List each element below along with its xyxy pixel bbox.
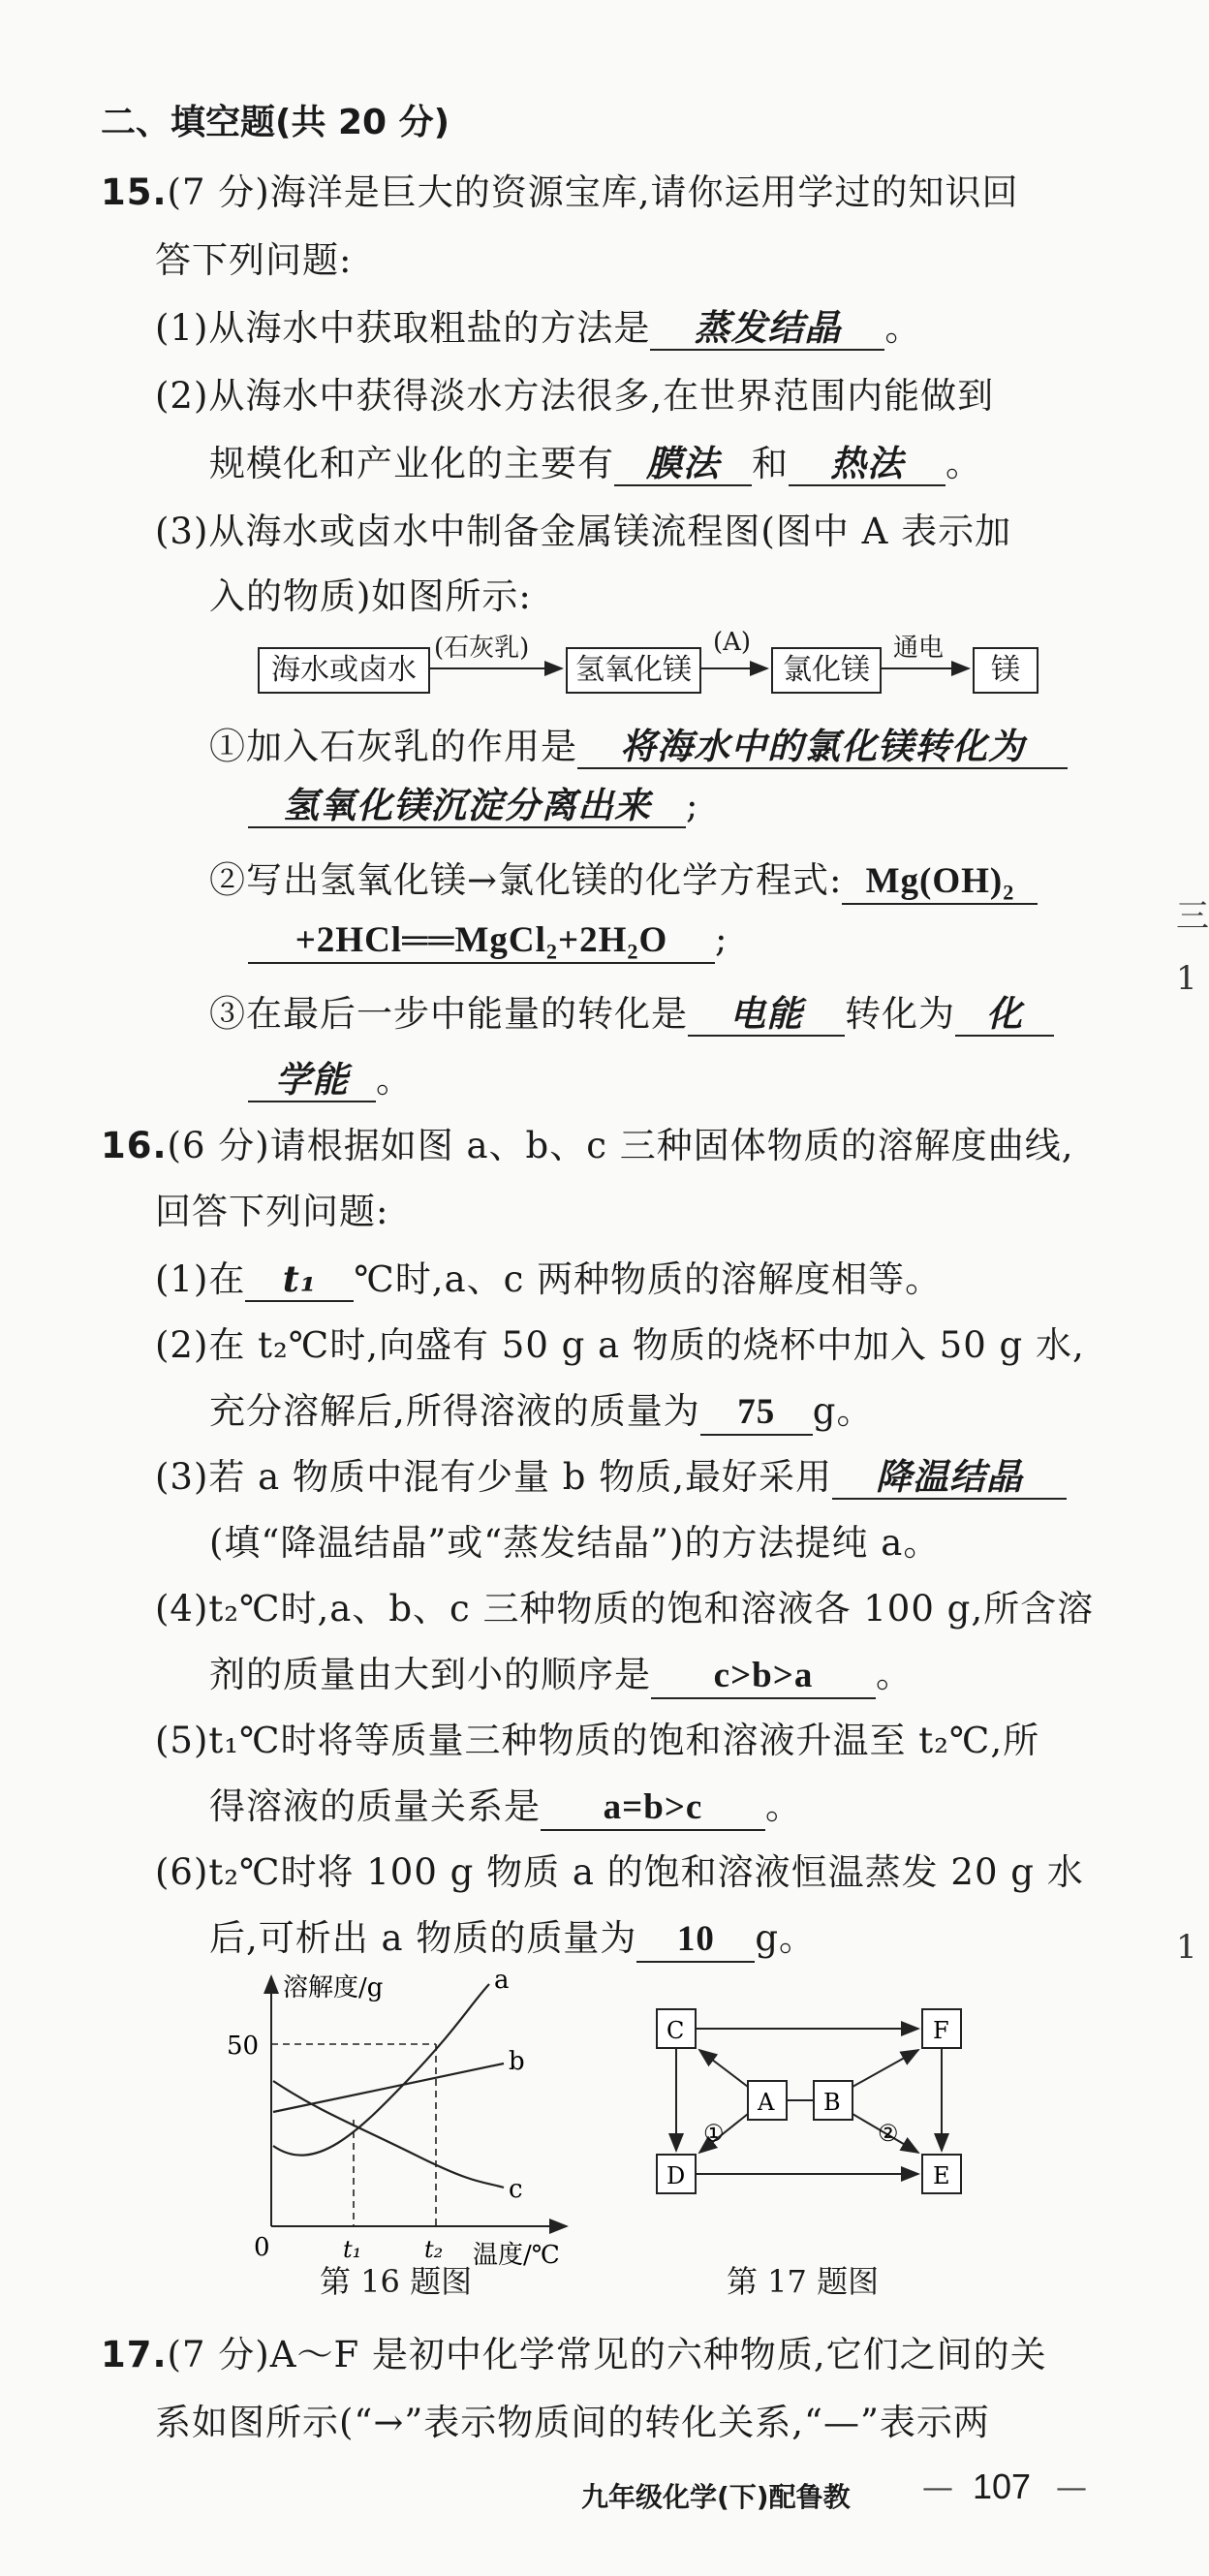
q17-intro-a: (7 分)A～F 是初中化学常见的六种物质,它们之间的关 [167, 2334, 1047, 2375]
q16-intro-b: 回答下列问题: [155, 1191, 389, 1232]
q15-number: 15. [101, 171, 168, 213]
q16-p4-text: 剂的质量由大到小的顺序是 [209, 1654, 651, 1695]
q15-p2-mid: 和 [752, 443, 789, 484]
q16-p3-answer: 降温结晶 [832, 1456, 1067, 1500]
fig17-label-c: C [666, 2017, 685, 2044]
q16-p1-post: ℃时,a、c 两种物质的溶解度相等。 [354, 1258, 943, 1300]
fig17-caption: 第 17 题图 [727, 2263, 880, 2300]
q15-s1-text: ①加入石灰乳的作用是 [209, 726, 577, 767]
fig16-label-b: b [509, 2047, 525, 2076]
fig17-marker-1: ① [703, 2120, 725, 2147]
q15-s3-answer2a: 化 [955, 993, 1054, 1037]
fig17-relation-diagram [639, 1986, 1008, 2257]
q17-intro-b: 系如图所示(“→”表示物质间的转化关系,“—”表示两 [155, 2402, 990, 2443]
section-heading: 二、填空题(共 20 分) [101, 103, 450, 142]
q15-sub3-line1 [209, 984, 1054, 1037]
fig17-label-a: A [758, 2089, 775, 2116]
flow-box-mgcl2: 氯化镁 [771, 647, 882, 694]
fig17-label-f: F [933, 2017, 949, 2044]
q16-part5-line2 [209, 1777, 802, 1831]
q16-p6-text: 后,可析出 a 物质的质量为 [209, 1917, 637, 1959]
q16-p3-text: (3)若 a 物质中混有少量 b 物质,最好采用 [155, 1456, 832, 1498]
q16-p2-answer: 75 [700, 1392, 813, 1436]
q15-sub1-line2 [248, 785, 698, 828]
q16-p6-post: g。 [755, 1917, 817, 1959]
q15-sub3-line2 [248, 1050, 413, 1102]
q16-part6-line1: (6)t₂℃时将 100 g 物质 a 的饱和溶液恒温蒸发 20 g 水 [155, 1851, 1084, 1893]
fig17-label-d: D [666, 2162, 686, 2189]
fig16-curve-b [273, 2064, 504, 2112]
fig16-t1: t₁ [343, 2236, 362, 2263]
q15-s2-answer-b: +2HCl══MgCl₂+2H₂O [248, 920, 715, 964]
q16-part4-line2 [209, 1645, 913, 1699]
q15-p2-answer1: 膜法 [614, 443, 752, 486]
q15-intro-b: 答下列问题: [155, 239, 353, 281]
flow-label-a: (A) [713, 628, 752, 657]
fig16-caption: 第 16 题图 [320, 2263, 473, 2300]
fig17-label-b: B [823, 2089, 841, 2116]
q15-s2-post: ; [715, 918, 728, 960]
q16-p4-post: 。 [876, 1654, 913, 1695]
footer-book-title: 九年级化学(下)配鲁教 [581, 2481, 851, 2513]
q15-p2-text: 规模化和产业化的主要有 [209, 443, 614, 484]
q15-sub1-line1 [209, 717, 1068, 769]
q16-p5-post: 。 [765, 1785, 802, 1827]
q16-part4-line1: (4)t₂℃时,a、b、c 三种物质的饱和溶液各 100 g,所含溶 [155, 1588, 1095, 1629]
q16-p5-answer: a=b>c [541, 1787, 765, 1831]
flow-box-mgoh2: 氢氧化镁 [566, 647, 701, 694]
q15-p1-answer: 蒸发结晶 [650, 307, 884, 351]
side-fragment-3: 1 [1176, 1928, 1197, 1967]
q16-p1-text: (1)在 [155, 1258, 246, 1300]
fig16-solubility-chart [213, 1967, 601, 2286]
flow-box-seawater: 海水或卤水 [258, 647, 430, 694]
q15-s2-text: ②写出氢氧化镁→氯化镁的化学方程式: [209, 859, 843, 901]
flow-label-limewater: (石灰乳) [434, 634, 530, 663]
q16-p2-text: 充分溶解后,所得溶液的质量为 [209, 1390, 700, 1432]
q16-part3-line1 [155, 1447, 1067, 1500]
q16-part6-line2 [209, 1909, 816, 1963]
flow-box-mg: 镁 [973, 647, 1038, 694]
q16-part1 [155, 1250, 942, 1302]
fig16-curve-c [273, 2081, 504, 2188]
q16-part2-line2 [209, 1381, 873, 1436]
q15-p1-text: (1)从海水中获取粗盐的方法是 [155, 307, 651, 349]
q15-s3-post: 。 [376, 1059, 413, 1101]
flow-label-electrolysis: 通电 [893, 634, 945, 663]
q16-p6-answer: 10 [636, 1919, 755, 1963]
q16-number: 16. [101, 1125, 168, 1166]
fig16-curve-a [273, 1984, 489, 2156]
q15-s3-answer2b: 学能 [248, 1059, 376, 1102]
q15-part3-line1: (3)从海水或卤水中制备金属镁流程图(图中 A 表示加 [155, 511, 1012, 552]
footer-dash-left: — [922, 2468, 953, 2505]
q15-s3-answer1: 电能 [688, 993, 845, 1037]
q15-p2-answer2: 热法 [789, 443, 946, 486]
q15-part2-line1: (2)从海水中获得淡水方法很多,在世界范围内能做到 [155, 375, 995, 417]
q17-intro-line1 [101, 2325, 1047, 2377]
q15-s1-answer-b: 氢氧化镁沉淀分离出来 [248, 785, 686, 828]
q17-number: 17. [101, 2334, 168, 2375]
side-fragment-1: 三 [1176, 897, 1209, 936]
fig17-arrow-bf [852, 2050, 918, 2087]
q15-sub2-line2 [248, 918, 728, 964]
q16-p4-answer: c>b>a [651, 1656, 876, 1699]
q16-intro-a: (6 分)请根据如图 a、b、c 三种固体物质的溶解度曲线, [167, 1125, 1074, 1166]
fig16-xlabel: 温度/℃ [473, 2241, 560, 2270]
fig16-ylabel: 溶解度/g [283, 1973, 384, 2002]
fig16-label-a: a [494, 1966, 510, 1995]
q15-p2-post: 。 [946, 443, 982, 484]
q15-s1-post: ; [686, 785, 699, 826]
q15-s2-answer-a: Mg(OH)₂ [842, 861, 1038, 905]
footer-dash-right: — [1056, 2468, 1087, 2505]
q16-part2-line1: (2)在 t₂℃时,向盛有 50 g a 物质的烧杯中加入 50 g 水, [155, 1324, 1085, 1366]
q15-s3-text: ③在最后一步中能量的转化是 [209, 993, 688, 1035]
q16-p2-post: g。 [812, 1390, 874, 1432]
fig17-label-e: E [933, 2162, 950, 2189]
fig17-marker-2: ② [878, 2120, 899, 2147]
q15-part3-line2: 入的物质)如图所示: [209, 575, 532, 617]
q16-part3-line2: (填“降温结晶”或“蒸发结晶”)的方法提纯 a。 [209, 1522, 941, 1564]
q15-sub2-line1 [209, 851, 1038, 905]
fig16-y50: 50 [227, 2032, 260, 2061]
q15-s1-answer-a: 将海水中的氯化镁转化为 [577, 726, 1068, 769]
fig17-arrow-ac [699, 2050, 748, 2087]
side-fragment-2: 1 [1176, 959, 1197, 998]
flow-arrows [0, 0, 1196, 736]
q15-intro-a: (7 分)海洋是巨大的资源宝库,请你运用学过的知识回 [167, 171, 1019, 213]
q16-intro-line1 [101, 1116, 1073, 1168]
q16-p1-answer: t₁ [245, 1258, 354, 1302]
fig16-label-c: c [509, 2175, 523, 2204]
q16-part5-line1: (5)t₁℃时将等质量三种物质的饱和溶液升温至 t₂℃,所 [155, 1720, 1040, 1761]
fig16-t2: t₂ [424, 2236, 444, 2263]
q16-p5-text: 得溶液的质量关系是 [209, 1785, 541, 1827]
q15-s3-mid: 转化为 [845, 993, 955, 1035]
page-number: 107 [973, 2467, 1032, 2506]
fig16-origin: 0 [254, 2233, 270, 2262]
q15-p1-post: 。 [884, 307, 922, 349]
